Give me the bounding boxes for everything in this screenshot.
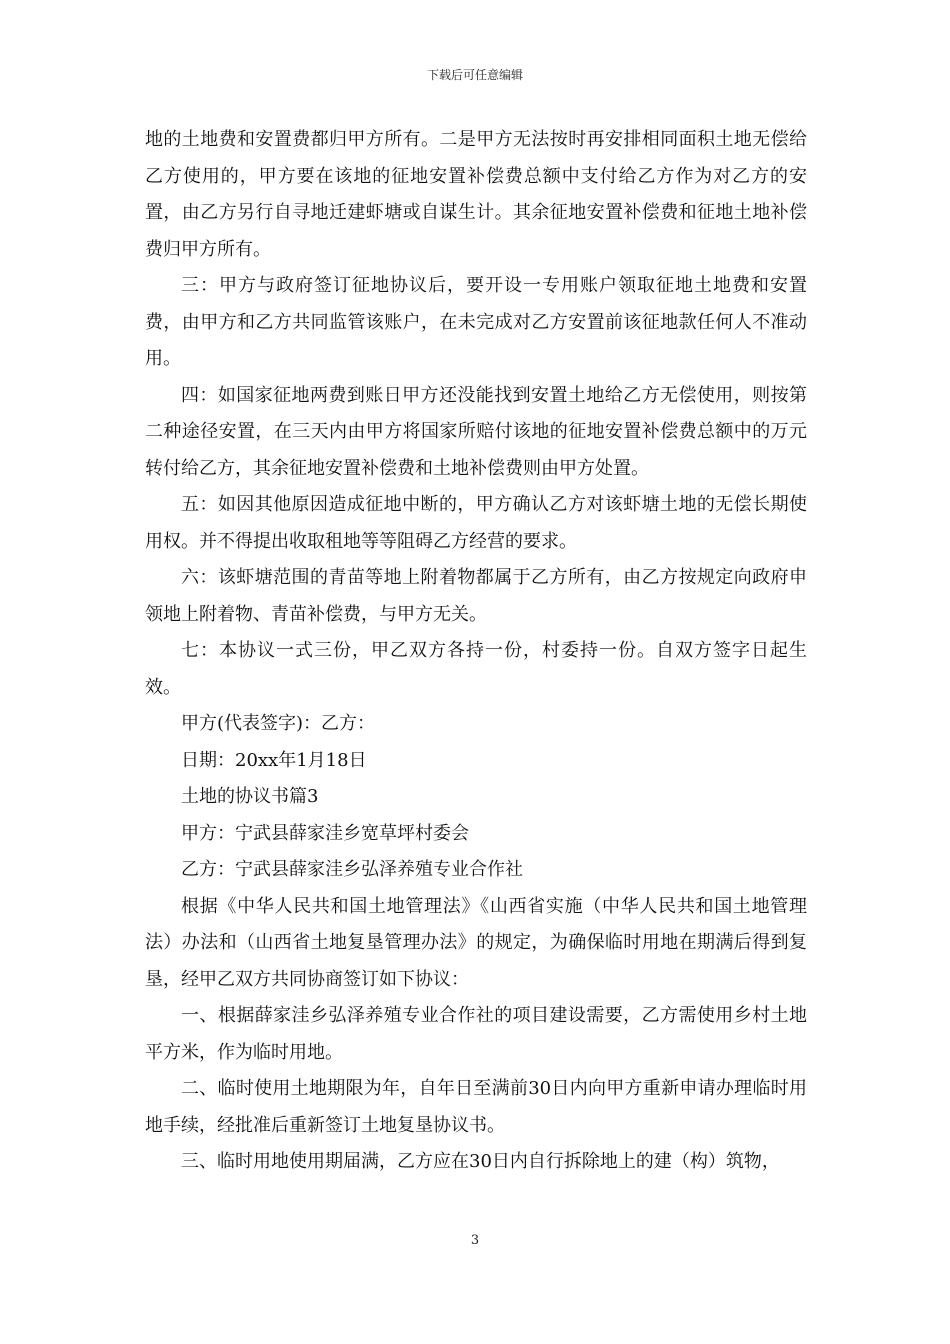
paragraph: 六：该虾塘范围的青苗等地上附着物都属于乙方所有，由乙方按规定向政府申领地上附着物、青苗补偿费，与甲方无关。 xyxy=(145,567,807,625)
party-a-line: 甲方：宁武县薛家洼乡宽草坪村委会 xyxy=(181,822,469,844)
page-header: 下载后可任意编辑 xyxy=(426,68,523,82)
paragraph: 五：如因其他原因造成征地中断的，甲方确认乙方对该虾塘土地的无偿长期使用权。并不得提出收取租地等等阻碍乙方经营的要求。 xyxy=(145,494,807,552)
paragraph: 二、临时使用土地期限为年，自年日至满前30日内向甲方重新申请办理临时用地手续，经批准后重新签订土地复垦协议书。 xyxy=(145,1078,807,1136)
party-b-line: 乙方：宁武县薛家洼乡弘泽养殖专业合作社 xyxy=(181,859,523,880)
section-title: 土地的协议书篇3 xyxy=(181,786,319,807)
paragraph: 地的土地费和安置费都归甲方所有。二是甲方无法按时再安排相同面积土地无偿给乙方使用的，甲方要在该地的征地安置补偿费总额中支付给乙方作为对乙方的安置，由乙方另行自寻地迁建虾塘或自谋生计。其余征地安置补偿费和征地土地补偿费归甲方所有。 xyxy=(145,129,807,260)
page-number: 3 xyxy=(470,1233,480,1248)
paragraph: 三、临时用地使用期届满，乙方应在30日内自行拆除地上的建（构）筑物， xyxy=(181,1151,780,1172)
paragraph: 三：甲方与政府签订征地协议后，要开设一专用账户领取征地土地费和安置费，由甲方和乙方共同监管该账户，在未完成对乙方安置前该征地款任何人不准动用。 xyxy=(145,275,807,369)
paragraph: 一、根据薛家洼乡弘泽养殖专业合作社的项目建设需要，乙方需使用乡村土地平方米，作为临时用地。 xyxy=(145,1005,807,1063)
paragraph: 七：本协议一式三份，甲乙双方各持一份，村委持一份。自双方签字日起生效。 xyxy=(145,640,807,698)
paragraph: 四：如国家征地两费到账日甲方还没能找到安置土地给乙方无偿使用，则按第二种途径安置，在三天内由甲方将国家所赔付该地的征地安置补偿费总额中的万元转付给乙方，其余征地安置补偿费和土地补偿费则由甲方处置。 xyxy=(145,384,807,479)
paragraph: 根据《中华人民共和国土地管理法》《山西省实施（中华人民共和国土地管理法）办法和（山西省土地复垦管理办法》的规定，为确保临时用地在期满后得到复垦，经甲乙双方共同协商签订如下协议： xyxy=(145,895,807,990)
document-body xyxy=(145,122,807,1181)
date-line: 日期：20xx年1月18日 xyxy=(181,749,367,771)
signature-line: 甲方(代表签字)：乙方： xyxy=(181,713,376,734)
